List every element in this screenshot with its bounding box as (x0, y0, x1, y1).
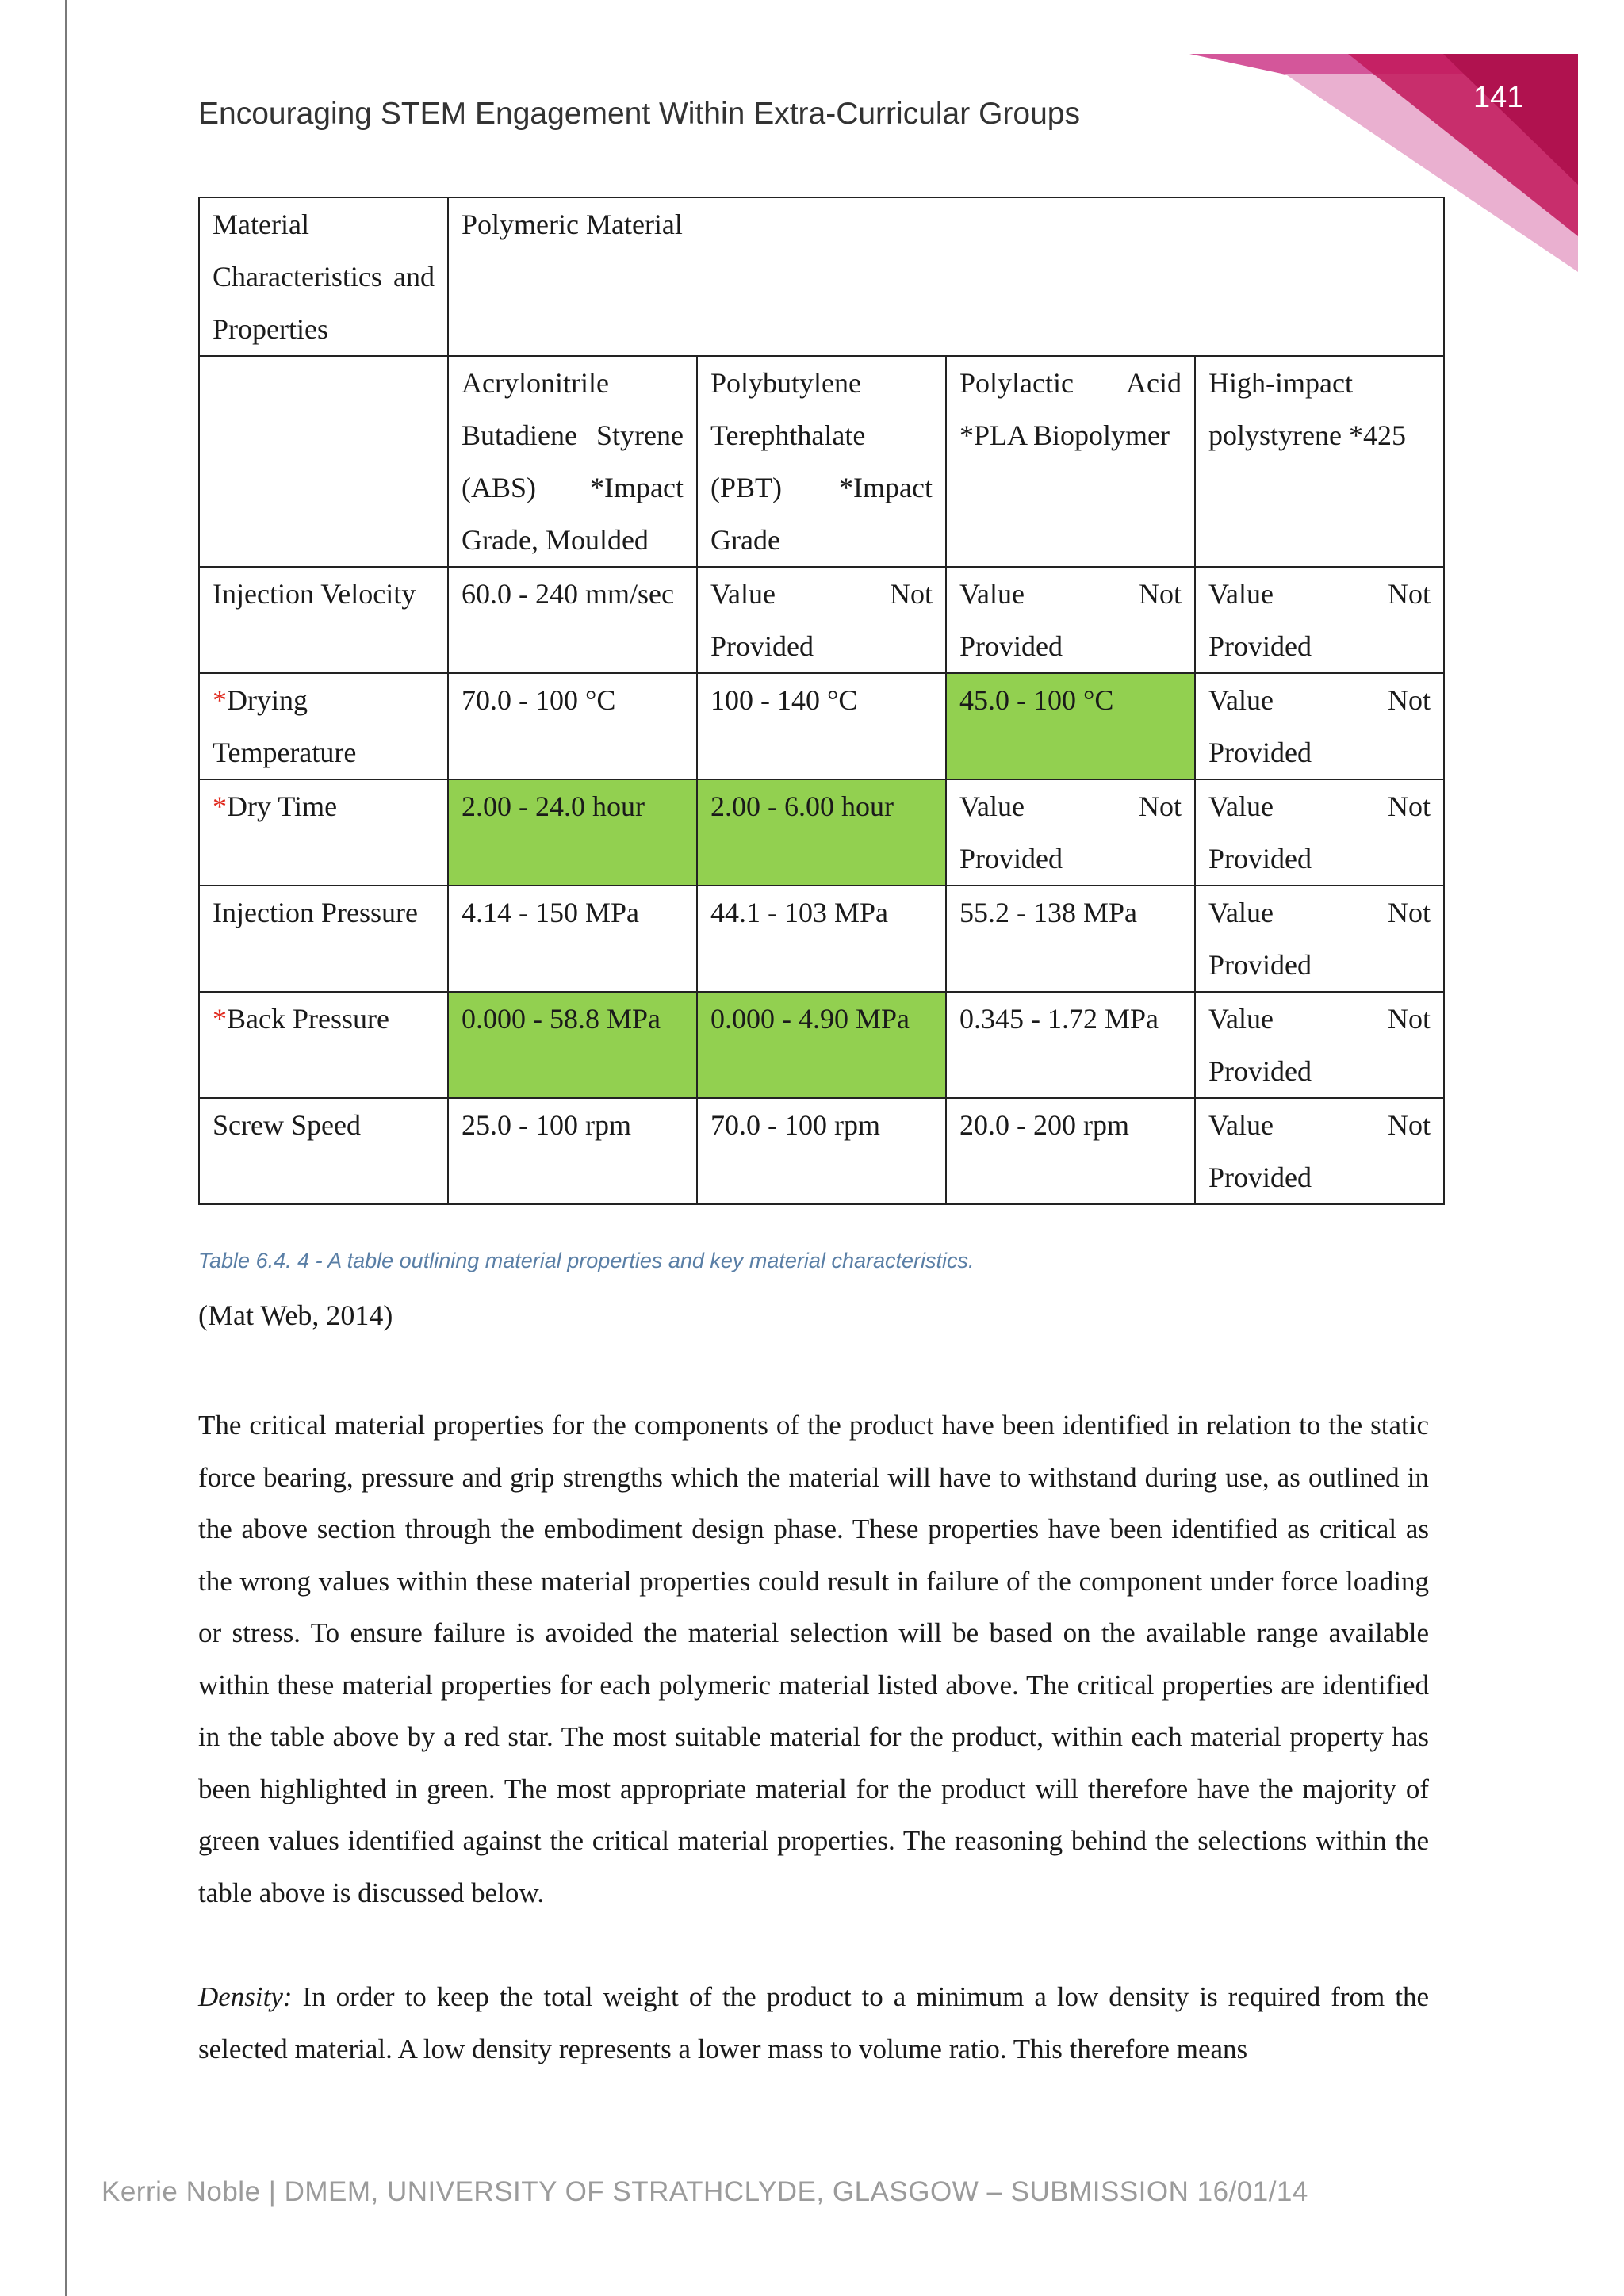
table-row (199, 567, 1444, 673)
property-label-text: Dry Time (227, 790, 338, 822)
table-row (199, 992, 1444, 1098)
property-label (199, 567, 448, 673)
property-value: Value Not Provided (1195, 886, 1444, 992)
property-value: 70.0 - 100 °C (448, 673, 697, 779)
property-value: Value Not Provided (697, 567, 946, 673)
density-lead: Density: (198, 1981, 293, 2012)
property-label-text: Injection Velocity (213, 578, 416, 610)
critical-star: * (213, 790, 227, 822)
property-value: Value Not Provided (1195, 1098, 1444, 1204)
property-value: 2.00 - 24.0 hour (448, 779, 697, 886)
table-head-row (199, 197, 1444, 356)
table-caption: Table 6.4. 4 - A table outlining material properties and key material characteristics. (198, 1249, 975, 1272)
density-paragraph (198, 1971, 1429, 2075)
table-head-label: Material Characteristics and Properties (199, 197, 448, 356)
body-paragraph: The critical material properties for the components of the product have been identified in relation to the static force bearing, pressure and grip strengths which the material will have to withstand during use, as outlined in the above section through the embodiment design phase. These properties have been identified as critical as the wrong values within these material properties could result in failure of the component under force loading or stress. To ensure failure is avoided the material selection will be based on the available range available within these material properties for each polymeric material listed above. The critical properties are identified in the table above by a red star. The most suitable material for the product, within each material property has been highlighted in green. The most appropriate material for the product will therefore have the majority of green values identified against the critical material properties. The reasoning behind the selections within the table above is discussed below. (198, 1410, 1429, 1908)
property-value: 0.000 - 4.90 MPa (697, 992, 946, 1098)
property-value: Value Not Provided (1195, 992, 1444, 1098)
property-label-text: Injection Pressure (213, 897, 418, 928)
property-label-text: Drying Temperature (213, 684, 357, 768)
table-row (199, 779, 1444, 886)
material-name: Polylactic Acid *PLA Biopolymer (946, 356, 1195, 567)
page-margin-line (65, 0, 67, 2296)
property-value: 20.0 - 200 rpm (946, 1098, 1195, 1204)
material-properties-table (198, 197, 1445, 1205)
property-label (199, 673, 448, 779)
critical-star: * (213, 1003, 227, 1035)
property-value: Value Not Provided (1195, 673, 1444, 779)
property-value: 55.2 - 138 MPa (946, 886, 1195, 992)
source-citation: (Mat Web, 2014) (198, 1299, 393, 1331)
table-empty-cell (199, 356, 448, 567)
property-label (199, 886, 448, 992)
property-label (199, 1098, 448, 1204)
table-row (199, 886, 1444, 992)
page-number: 141 (1473, 81, 1524, 114)
property-value: Value Not Provided (1195, 779, 1444, 886)
property-value: Value Not Provided (946, 567, 1195, 673)
property-label-text: Screw Speed (213, 1109, 361, 1141)
critical-star: * (213, 684, 227, 716)
material-name: Polybutylene Terephthalate (PBT) *Impact Grade (697, 356, 946, 567)
property-value: 44.1 - 103 MPa (697, 886, 946, 992)
property-value: 45.0 - 100 °C (946, 673, 1195, 779)
property-value: 4.14 - 150 MPa (448, 886, 697, 992)
property-label (199, 992, 448, 1098)
density-text: In order to keep the total weight of the product to a minimum a low density is required from the selected material. A low density represents a lower mass to volume ratio. This therefore means (198, 1981, 1429, 2064)
page-footer: Kerrie Noble | DMEM, UNIVERSITY OF STRATHCLYDE, GLASGOW – SUBMISSION 16/01/14 (102, 2176, 1308, 2207)
property-value: Value Not Provided (946, 779, 1195, 886)
material-name: Acrylonitrile Butadiene Styrene (ABS) *Impact Grade, Moulded (448, 356, 697, 567)
running-title: Encouraging STEM Engagement Within Extra-Curricular Groups (198, 97, 1080, 131)
table-row (199, 673, 1444, 779)
property-value: Value Not Provided (1195, 567, 1444, 673)
property-value: 70.0 - 100 rpm (697, 1098, 946, 1204)
property-value: 0.000 - 58.8 MPa (448, 992, 697, 1098)
property-value: 25.0 - 100 rpm (448, 1098, 697, 1204)
material-name: High-impact polystyrene *425 (1195, 356, 1444, 567)
table-row (199, 1098, 1444, 1204)
table-group-label: Polymeric Material (448, 197, 1444, 356)
property-label (199, 779, 448, 886)
table-materials-row (199, 356, 1444, 567)
property-value: 0.345 - 1.72 MPa (946, 992, 1195, 1098)
property-value: 100 - 140 °C (697, 673, 946, 779)
property-value: 2.00 - 6.00 hour (697, 779, 946, 886)
property-value: 60.0 - 240 mm/sec (448, 567, 697, 673)
property-label-text: Back Pressure (227, 1003, 389, 1035)
